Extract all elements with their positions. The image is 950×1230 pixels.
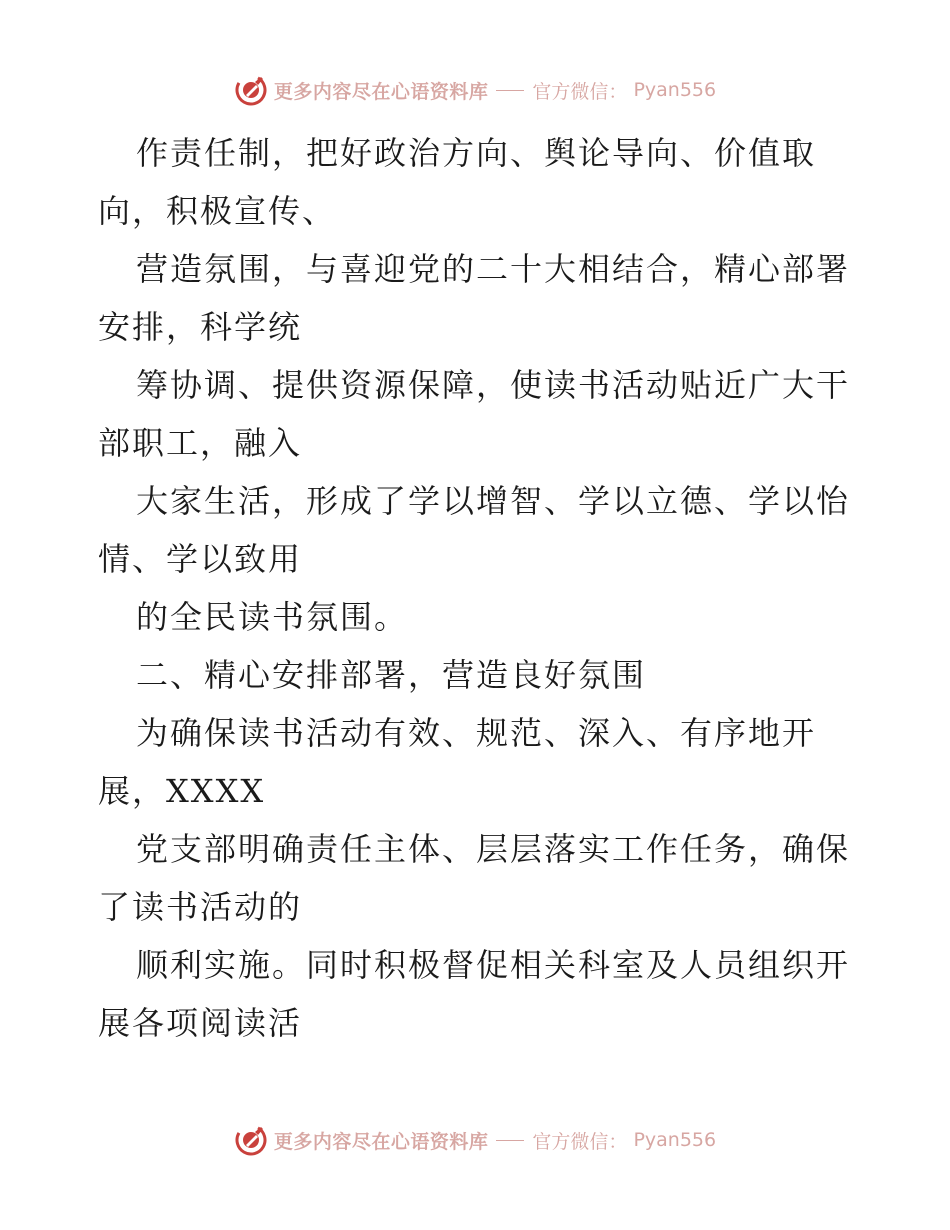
- brand-logo-icon: [234, 1123, 268, 1157]
- body-line: 作责任制，把好政治方向、舆论导向、价值取: [136, 134, 817, 172]
- body-line: 向，积极宣传、: [98, 192, 337, 230]
- body-line: 营造氛围，与喜迎党的二十大相结合，精心部署: [136, 250, 851, 288]
- footer-watermark: [0, 1120, 950, 1160]
- document-body: [98, 124, 858, 1052]
- body-line: 大家生活，形成了学以增智、学以立德、学以怡: [136, 482, 851, 520]
- body-line: 情、学以致用: [98, 540, 303, 578]
- watermark-dash: [496, 1140, 524, 1141]
- watermark-dash: [496, 90, 524, 91]
- body-line: 的全民读书氛围。: [136, 598, 409, 636]
- watermark-account: Pyan556: [633, 79, 717, 101]
- watermark-text: 更多内容尽在心语资料库: [273, 80, 489, 103]
- watermark-contact-label: 官方微信：: [532, 1130, 628, 1153]
- header-watermark: [0, 70, 950, 110]
- body-line: 党支部明确责任主体、层层落实工作任务，确保: [136, 830, 851, 868]
- body-line: 安排，科学统: [98, 308, 303, 346]
- watermark-contact-label: 官方微信：: [532, 80, 628, 103]
- body-line: 筹协调、提供资源保障，使读书活动贴近广大干: [136, 366, 851, 404]
- section-heading: 二、精心安排部署，营造良好氛围: [136, 656, 647, 694]
- brand-logo-icon: [234, 73, 268, 107]
- watermark-account: Pyan556: [633, 1129, 717, 1151]
- body-line: 为确保读书活动有效、规范、深入、有序地开: [136, 714, 817, 752]
- body-line: 部职工，融入: [98, 424, 303, 462]
- body-line: 展各项阅读活: [98, 1004, 303, 1042]
- body-line: 顺利实施。同时积极督促相关科室及人员组织开: [136, 946, 851, 984]
- body-line: 展，XXXX: [98, 772, 266, 810]
- watermark-text: 更多内容尽在心语资料库: [273, 1130, 489, 1153]
- body-line: 了读书活动的: [98, 888, 303, 926]
